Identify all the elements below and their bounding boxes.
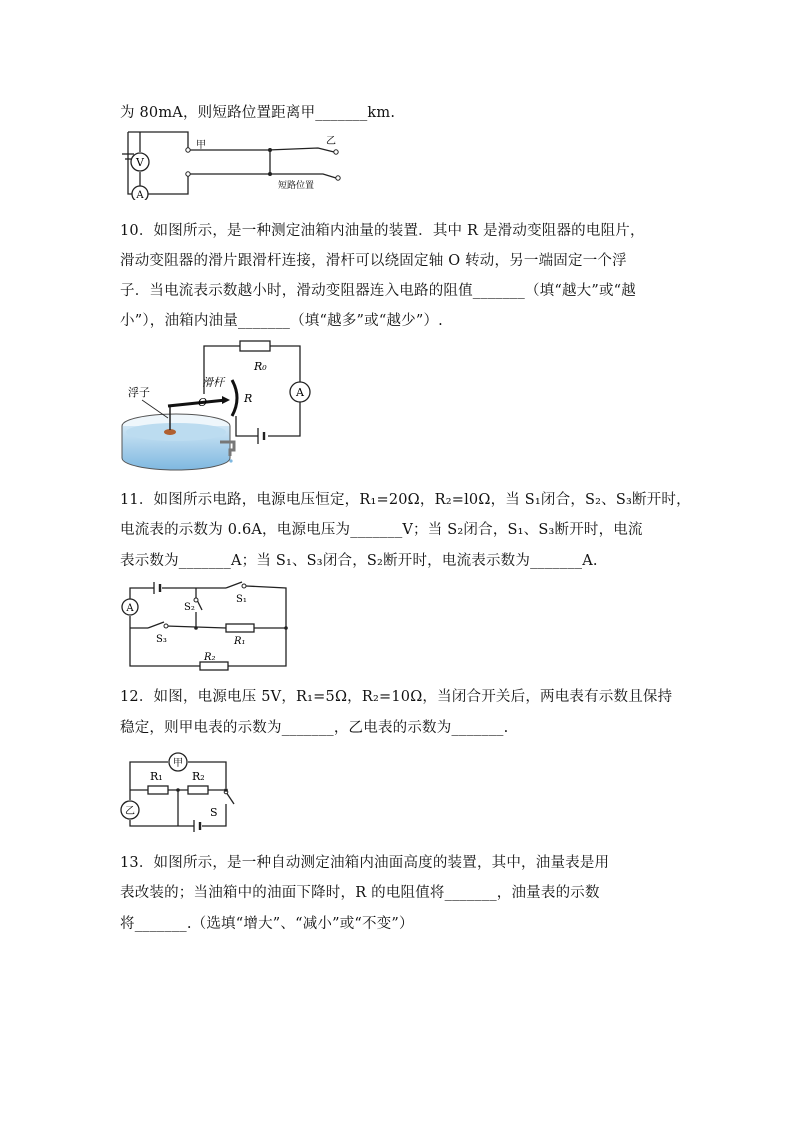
- q10-line-4: 小”），油箱内油量_______（填“越多”或“越少”）.: [120, 313, 443, 329]
- float-label: 浮子: [128, 386, 150, 399]
- ammeter-label: A: [296, 386, 304, 399]
- jia-label: 甲: [196, 140, 206, 151]
- q12-line-1: 12．如图，电源电压 5V，R₁=5Ω，R₂=10Ω，当闭合开关后，两电表有示数且保持: [120, 689, 673, 705]
- q10-line-2: 滑动变阻器的滑片跟滑杆连接，滑杆可以绕固定轴 O 转动，另一端固定一个浮: [120, 253, 627, 269]
- q12-line-2: 稳定，则甲电表的示数为_______，乙电表的示数为_______.: [120, 720, 509, 736]
- r2-label: R₂: [204, 652, 216, 663]
- ammeter-label: A: [126, 603, 134, 614]
- short-position-label: 短路位置: [278, 181, 315, 191]
- q13-line-1: 13．如图所示，是一种自动测定油箱内油面高度的装置，其中，油量表是用: [120, 855, 610, 871]
- r1-label: R₁: [234, 636, 246, 647]
- q13-line-2: 表改装的；当油箱中的油面下降时，R 的电阻值将_______，油量表的示数: [120, 885, 600, 901]
- jia-label: 甲: [173, 758, 183, 769]
- q10-oil-tank-figure: [118, 340, 318, 472]
- yi-label: 乙: [326, 136, 336, 147]
- rod-label: 滑杆: [202, 376, 224, 389]
- ammeter-label: A: [136, 190, 144, 200]
- q11-line-2: 电流表的示数为 0.6A，电源电压为_______V；当 S₂闭合，S₁、S₃断开时，电流: [120, 522, 643, 538]
- r1-label: R₁: [150, 770, 163, 783]
- yi-label: 乙: [125, 806, 135, 817]
- q10-line-1: 10．如图所示，是一种测定油箱内油量的装置．其中 R 是滑动变阻器的电阻片，: [120, 223, 645, 239]
- pivot-label: O: [198, 396, 208, 409]
- q12-circuit-figure: [118, 748, 236, 834]
- q13-line-3: 将_______.（选填“增大”、“减小”或“不变”）: [120, 916, 414, 932]
- q11-line-3: 表示数为_______A；当 S₁、S₃闭合，S₂断开时，电流表示数为_______A.: [120, 553, 598, 569]
- s2-label: S₂: [184, 602, 195, 613]
- voltmeter-label: V: [136, 156, 144, 169]
- q11-line-1: 11．如图所示电路，电源电压恒定，R₁=20Ω，R₂=l0Ω，当 S₁闭合，S₂、S₃断开时，: [120, 492, 691, 508]
- q11-circuit-figure: [118, 580, 294, 672]
- r-label: R: [244, 392, 253, 405]
- q10-line-3: 子．当电流表示数越小时，滑动变阻器连入电路的阻值_______（填“越大”或“越: [120, 283, 636, 299]
- r2-label: R₂: [192, 770, 205, 783]
- s1-label: S₁: [236, 594, 247, 605]
- r0-label: R₀: [254, 360, 267, 373]
- q9-circuit-figure: [118, 128, 350, 200]
- s3-label: S₃: [156, 634, 167, 645]
- s-label: S: [210, 806, 218, 819]
- q9-text-line: 为 80mA，则短路位置距离甲_______km.: [120, 105, 396, 121]
